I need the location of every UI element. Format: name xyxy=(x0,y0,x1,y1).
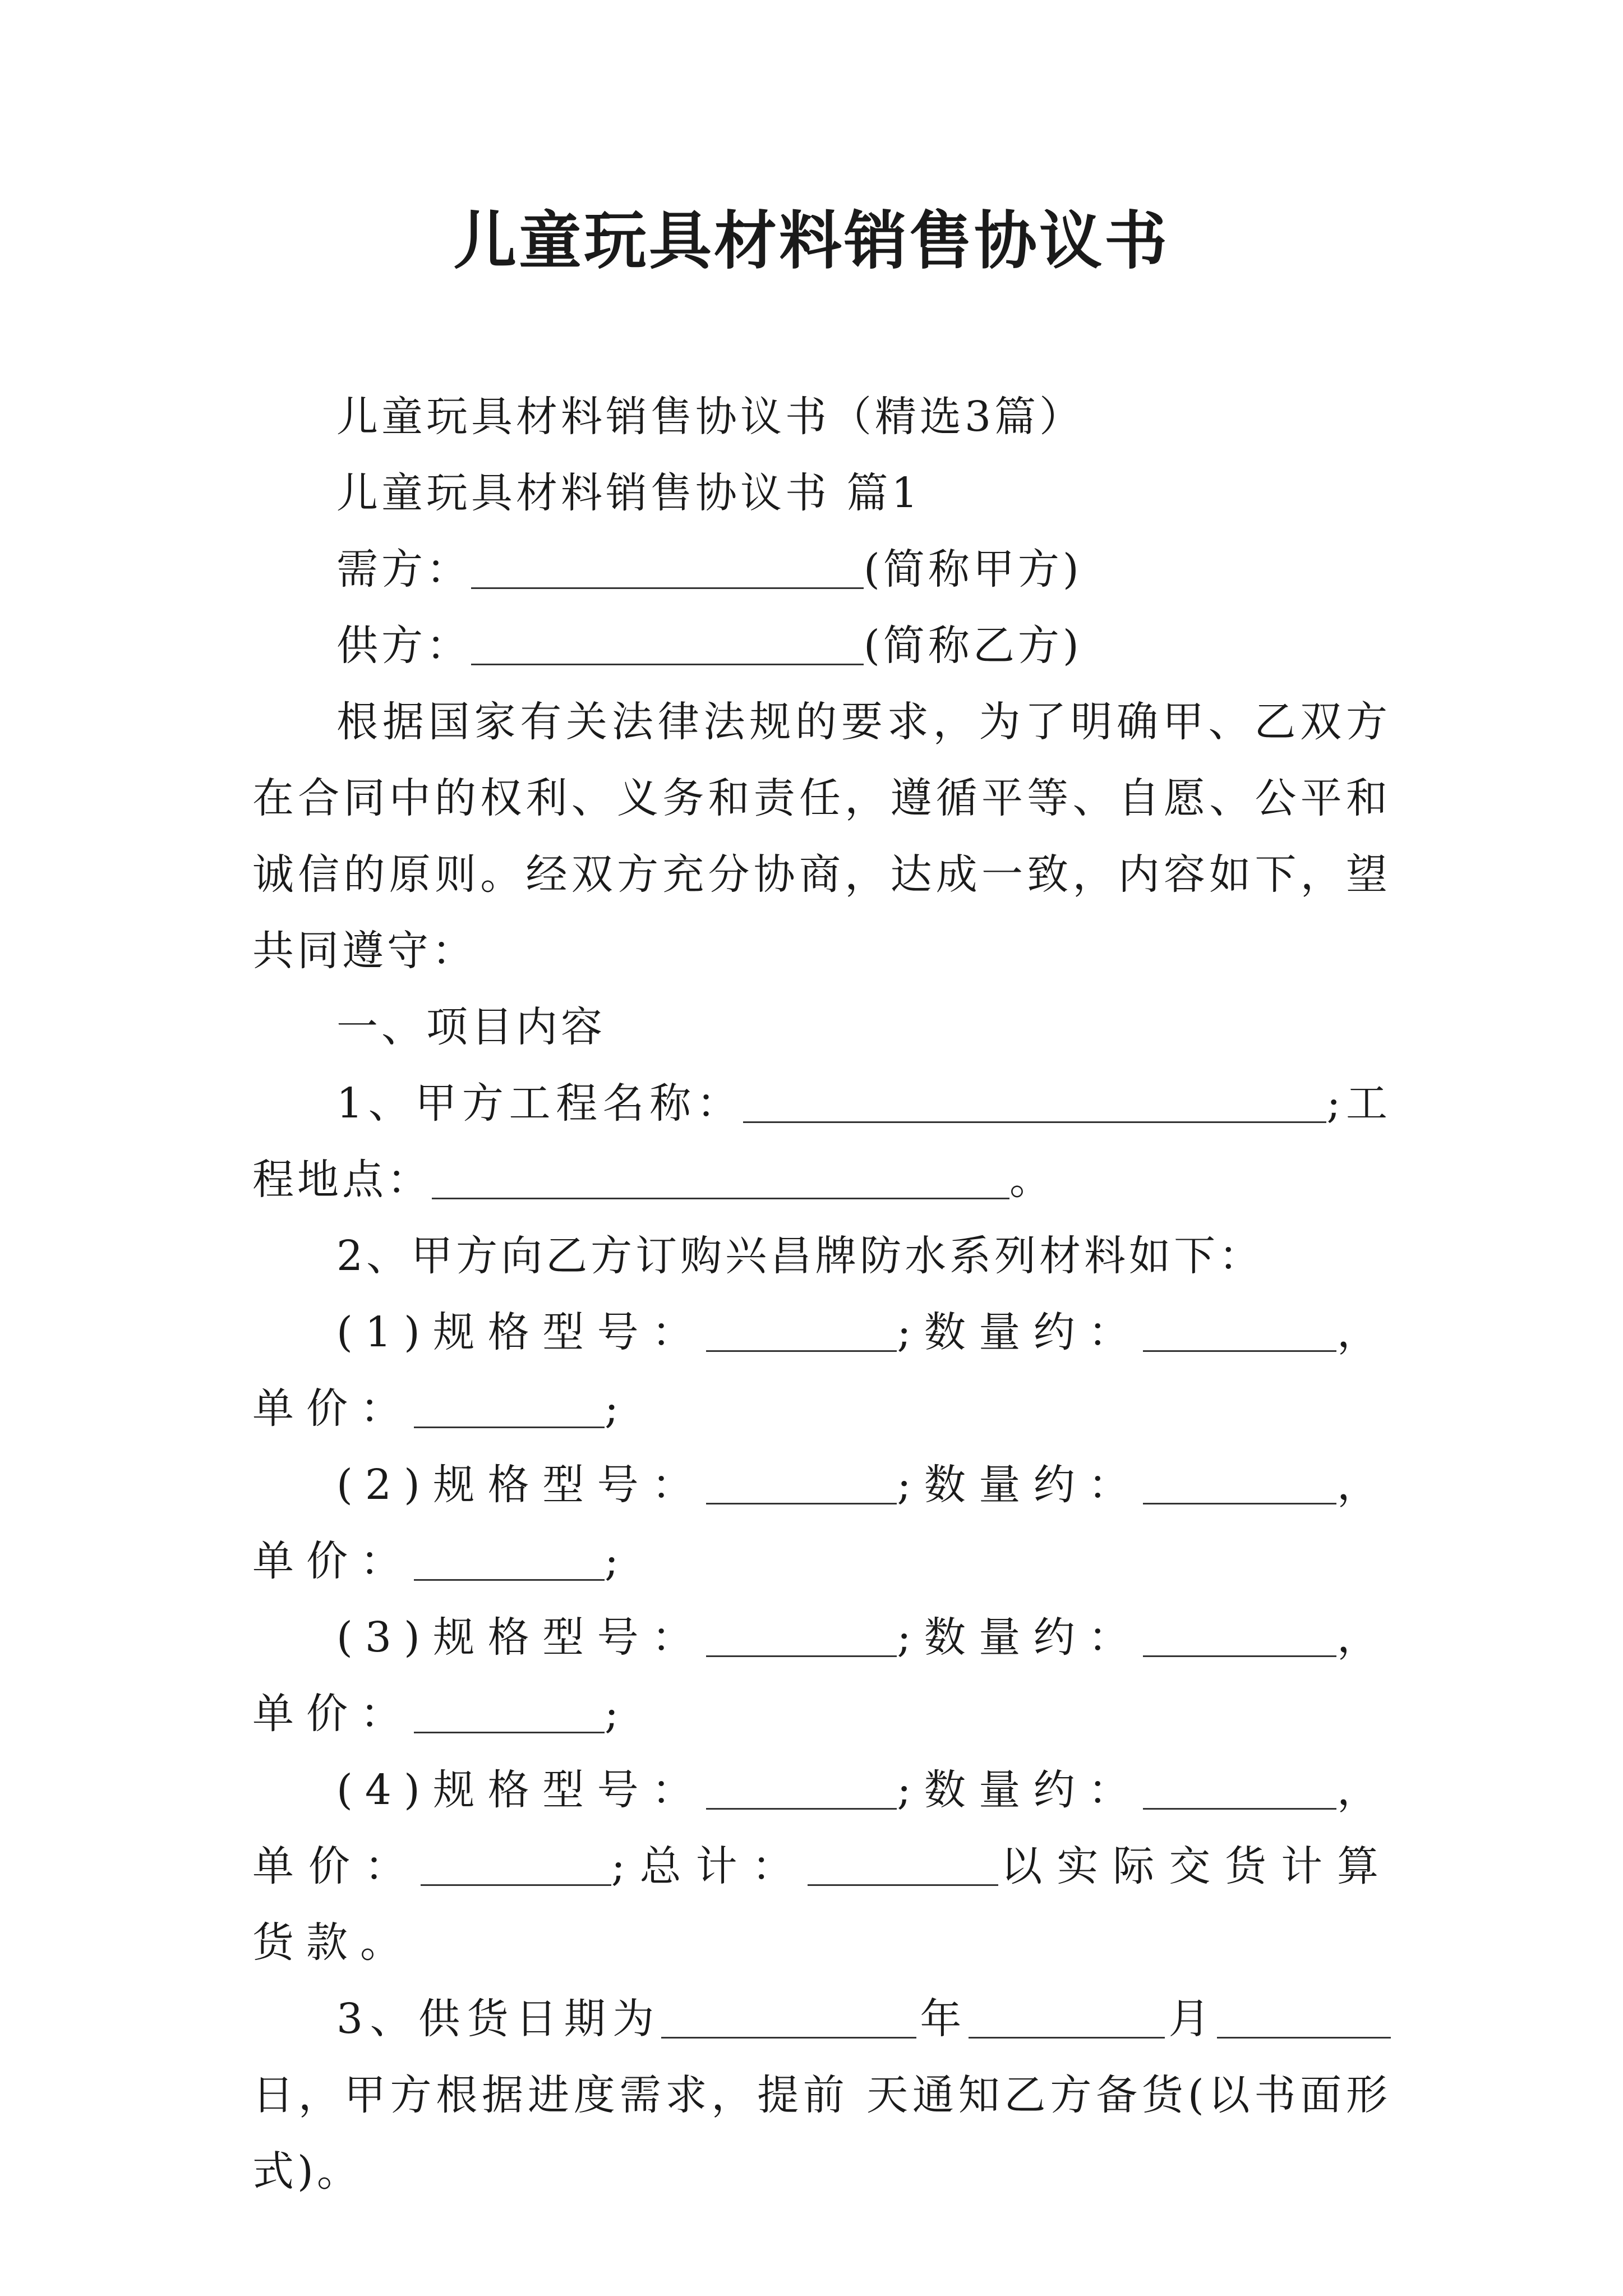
subtitle: 儿童玩具材料销售协议书（精选3篇） xyxy=(336,393,1085,441)
spec-model-blank xyxy=(706,1459,897,1504)
spec-row-qty-label: ;数量约： xyxy=(897,1766,1143,1814)
spec-row-end: ; xyxy=(605,1537,631,1585)
spec-row-end: ; xyxy=(605,1690,631,1738)
spec-row-end: ;总计： xyxy=(611,1842,808,1890)
project-name-blank xyxy=(743,1078,1326,1123)
item-1-prefix: 1、甲方工程名称： xyxy=(336,1079,744,1128)
spec-row-prefix: (3)规格型号： xyxy=(336,1613,707,1662)
item-3-rest: 甲方根据进度需求，提前 天通知乙方备货(以书面形式)。 xyxy=(252,2071,1391,2196)
spec-row-prefix: (1)规格型号： xyxy=(336,1308,707,1356)
spec-row-price-label: ，单价： xyxy=(252,1766,1391,1890)
spec-row-price-label: ，单价： xyxy=(252,1461,1391,1585)
seller-label: 供方： xyxy=(336,622,471,670)
buyer-label: 需方： xyxy=(336,545,471,593)
buyer-suffix: (简称甲方) xyxy=(864,545,1082,593)
spec-row-3 xyxy=(252,1599,1391,1752)
seller-suffix: (简称乙方) xyxy=(864,622,1082,670)
month-blank xyxy=(969,1993,1165,2039)
spec-qty-blank xyxy=(1143,1459,1336,1504)
spec-price-blank xyxy=(414,1688,605,1733)
spec-row-1 xyxy=(252,1294,1391,1447)
item-3-month: 月 xyxy=(1164,1995,1217,2043)
spec-row-qty-label: ;数量约： xyxy=(897,1461,1143,1509)
spec-model-blank xyxy=(706,1306,897,1352)
spec-qty-blank xyxy=(1143,1306,1336,1352)
project-location-blank xyxy=(432,1154,1009,1199)
seller-line xyxy=(252,608,1391,684)
item-1 xyxy=(252,1065,1391,1218)
spec-row-prefix: (4)规格型号： xyxy=(336,1766,707,1814)
document-title: 儿童玩具材料销售协议书 xyxy=(454,204,1169,278)
spec-qty-blank xyxy=(1143,1612,1336,1657)
spec-model-blank xyxy=(706,1764,897,1810)
document-body xyxy=(252,379,1391,2210)
spec-row-end: ; xyxy=(605,1384,631,1433)
item-3-year: 年 xyxy=(916,1995,969,2043)
day-blank xyxy=(1217,1993,1391,2039)
item-1-middle: ;工程地点： xyxy=(252,1079,1391,1204)
spec-row-tail: 以实际交货计算货款。 xyxy=(252,1842,1391,1967)
item-3-day: 日， xyxy=(252,2071,344,2119)
spec-row-4 xyxy=(252,1752,1391,1981)
spec-row-qty-label: ;数量约： xyxy=(897,1308,1143,1356)
spec-row-2 xyxy=(252,1447,1391,1599)
spec-price-blank xyxy=(414,1535,605,1581)
seller-blank xyxy=(471,620,864,665)
spec-row-price-label: ，单价： xyxy=(252,1613,1391,1738)
spec-model-blank xyxy=(706,1612,897,1657)
spec-qty-blank xyxy=(1143,1764,1336,1810)
item-3 xyxy=(252,1981,1391,2210)
spec-row-qty-label: ;数量约： xyxy=(897,1613,1143,1662)
intro-paragraph: 根据国家有关法律法规的要求，为了明确甲、乙双方在合同中的权利、义务和责任，遵循平等、自愿、公平和诚信的原则。经双方充分协商，达成一致，内容如下，望共同遵守： xyxy=(252,698,1391,975)
section-heading: 儿童玩具材料销售协议书 篇1 xyxy=(336,469,921,517)
spec-price-blank xyxy=(414,1383,605,1428)
spec-row-price-label: ，单价： xyxy=(252,1308,1391,1433)
part-one-heading: 一、项目内容 xyxy=(336,1003,606,1051)
item-1-end: 。 xyxy=(1009,1156,1054,1204)
buyer-line xyxy=(252,531,1391,608)
item-2: 2、甲方向乙方订购兴昌牌防水系列材料如下： xyxy=(336,1232,1264,1280)
spec-row-prefix: (2)规格型号： xyxy=(336,1461,707,1509)
spec-price-blank xyxy=(421,1841,611,1886)
year-blank xyxy=(661,1993,916,2039)
item-3-prefix: 3、供货日期为 xyxy=(336,1995,661,2043)
total-blank xyxy=(808,1841,998,1886)
buyer-blank xyxy=(471,544,864,589)
